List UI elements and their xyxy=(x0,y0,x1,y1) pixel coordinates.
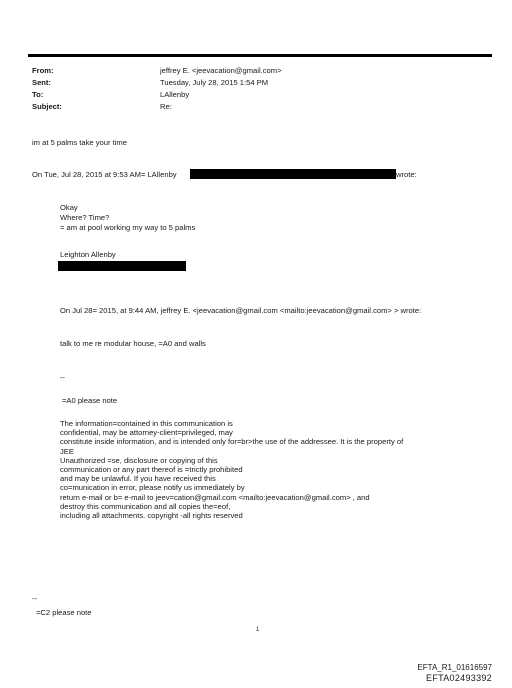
from-value: jeffrey E. <jeevacation@gmail.com> xyxy=(160,66,282,75)
to-value: LAllenby xyxy=(160,90,190,99)
separator-dashes: -- xyxy=(60,373,66,382)
redaction-bar xyxy=(190,169,396,179)
disclaimer-line: and may be unlawful. If you have received this xyxy=(60,474,216,484)
disclaimer-line: constitute inside information, and is intended only for=br>the use of the addressee. It is the property of xyxy=(60,437,404,447)
quote1-intro: On Tue, Jul 28, 2015 at 9:53 AM= LAllenby xyxy=(32,170,177,179)
disclaimer-line: Unauthorized =se, disclosure or copying of this xyxy=(60,455,218,465)
quote2-line: talk to me re modular house, =A0 and walls xyxy=(60,339,206,348)
note-line: =C2 please note xyxy=(36,608,92,617)
sent-label: Sent: xyxy=(32,78,51,87)
disclaimer-line: destroy this communication and all copies the=eof, xyxy=(60,501,231,511)
disclaimer-line: communication or any part thereof is =trictly prohibited xyxy=(60,464,243,474)
quote1-lines xyxy=(60,203,195,233)
disclaimer-line: The information=contained in this communication is xyxy=(60,419,233,428)
disclaimer-line: JEE xyxy=(60,446,74,456)
to-label: To: xyxy=(32,90,44,99)
quote1-line: = am at pool working my way to 5 palms xyxy=(60,223,196,232)
subject-label: Subject: xyxy=(32,102,62,111)
signature-name: Leighton Allenby xyxy=(60,250,116,259)
sent-value: Tuesday, July 28, 2015 1:54 PM xyxy=(160,78,269,87)
reply-text: im at 5 palms take your time xyxy=(32,138,127,147)
disclaimer-line: return e-mail or b= e-mail to jeev=cation@gmail.com <mailto:jeevacation@gmail.com> , and xyxy=(60,492,370,502)
quote1-line: Where? Time? xyxy=(60,213,110,222)
redaction-bar xyxy=(58,261,186,271)
quote1-wrote: wrote: xyxy=(396,170,417,179)
separator-dashes: -- xyxy=(32,594,38,603)
disclaimer-line: confidential, may be attorney-client=privileged, may xyxy=(60,428,233,438)
quote1-line: Okay xyxy=(60,203,78,212)
disclaimer-line: co=munication in error, please notify us immediately by xyxy=(60,483,245,493)
subject-value: Re: xyxy=(160,102,172,111)
note-line: =A0 please note xyxy=(62,396,118,405)
disclaimer-line: including all attachments. copyright -all rights reserved xyxy=(60,510,243,520)
document-id: EFTA_R1_01616597 xyxy=(417,663,492,672)
from-label: From: xyxy=(32,66,54,75)
quote2-intro: On Jul 28= 2015, at 9:44 AM, jeffrey E. <jeevacation@gmail.com <mailto:jeevacation@gmail.com> > wrote: xyxy=(60,306,422,315)
disclaimer-block xyxy=(60,419,403,520)
page-number: 1 xyxy=(256,627,260,633)
document-id: EFTA02493392 xyxy=(426,673,492,683)
header-rule xyxy=(28,54,492,57)
